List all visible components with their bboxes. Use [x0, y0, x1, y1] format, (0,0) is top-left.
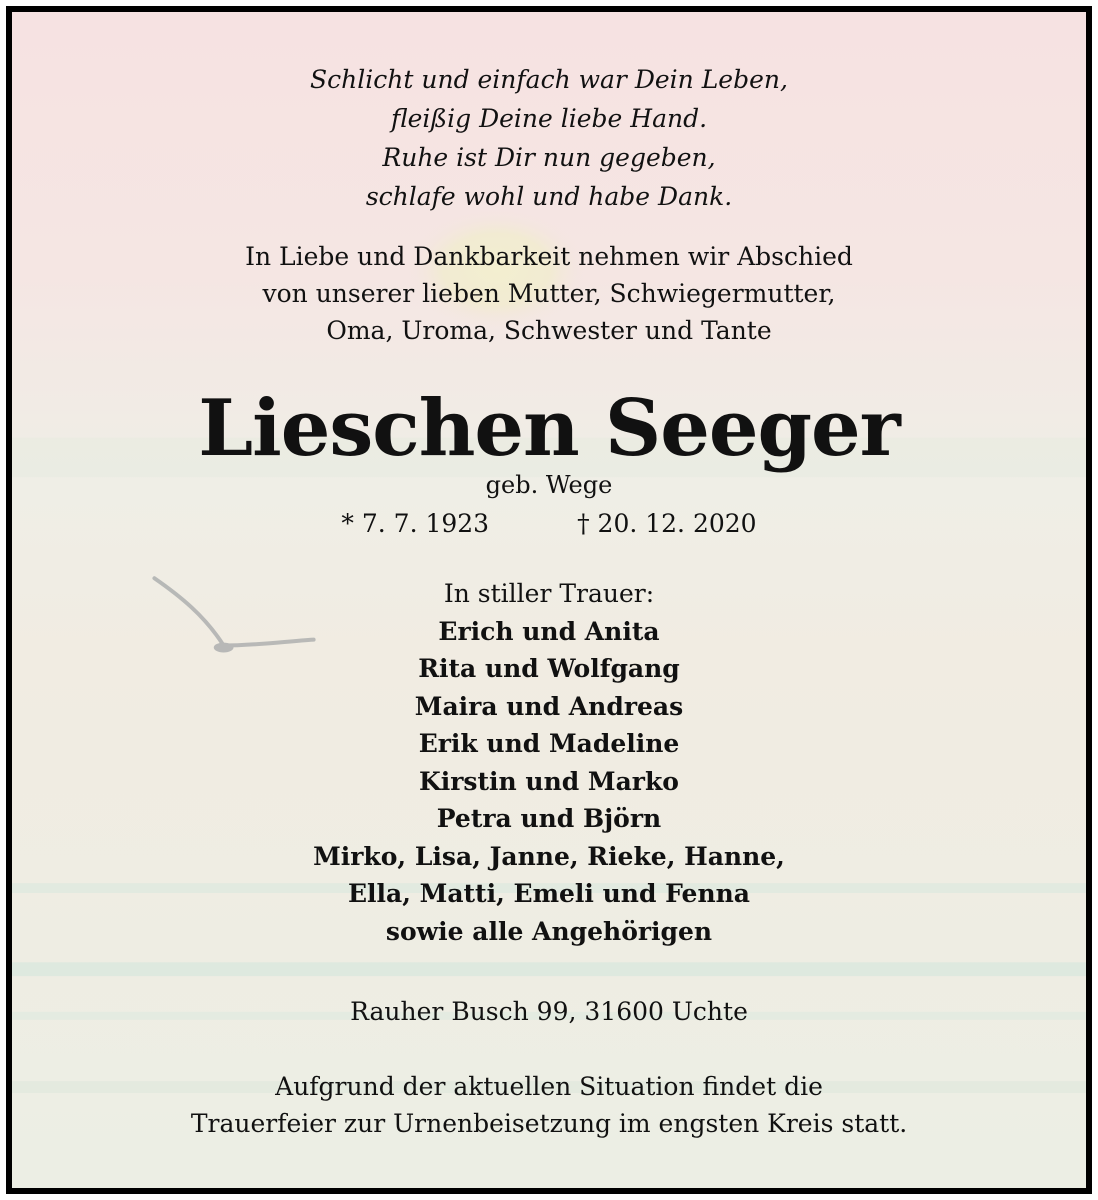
- intro-line: Oma, Uroma, Schwester und Tante: [326, 316, 772, 345]
- mourner-entry: Erik und Madeline: [418, 729, 680, 758]
- poem-line: Schlicht und einfach war Dein Leben,: [310, 65, 788, 94]
- mourner-entry: sowie alle Angehörigen: [385, 916, 713, 946]
- poem: [12, 60, 1086, 216]
- mourner-entry: Kirstin und Marko: [419, 766, 679, 796]
- mourner-entry: Maira und Andreas: [414, 691, 684, 721]
- notice-line: Aufgrund der aktuellen Situation findet die: [275, 1072, 823, 1101]
- deceased-name: Lieschen Seeger: [198, 383, 900, 474]
- birth-name: geb. Wege: [485, 471, 613, 499]
- mourner-entry: Ella, Matti, Emeli und Fenna: [347, 879, 750, 908]
- poem-line: fleißig Deine liebe Hand.: [390, 104, 708, 133]
- death-date: † 20. 12. 2020: [577, 509, 757, 538]
- mourner-entry: Mirko, Lisa, Janne, Rieke, Hanne,: [313, 841, 785, 871]
- life-dates: [12, 507, 1086, 541]
- intro-line: In Liebe und Dankbarkeit nehmen wir Abschied: [245, 242, 853, 271]
- mourners-list: [12, 575, 1086, 950]
- mourner-entry: Petra und Björn: [436, 804, 662, 833]
- ceremony-notice: [12, 1068, 1086, 1142]
- notice-line: Trauerfeier zur Urnenbeisetzung im engsten Kreis statt.: [190, 1109, 908, 1138]
- address: Rauher Busch 99, 31600 Uchte: [350, 997, 748, 1026]
- mourner-entry: Erich und Anita: [438, 616, 660, 646]
- poem-line: schlafe wohl und habe Dank.: [365, 182, 733, 211]
- intro-line: von unserer lieben Mutter, Schwiegermutter,: [262, 279, 836, 308]
- farewell-intro: [12, 238, 1086, 349]
- mourners-label: In stiller Trauer:: [443, 579, 655, 608]
- birth-date: * 7. 7. 1923: [341, 509, 490, 538]
- obituary-frame: [6, 6, 1092, 1194]
- mourner-entry: Rita und Wolfgang: [418, 654, 680, 683]
- poem-line: Ruhe ist Dir nun gegeben,: [382, 143, 716, 172]
- obituary-content: [12, 12, 1086, 1188]
